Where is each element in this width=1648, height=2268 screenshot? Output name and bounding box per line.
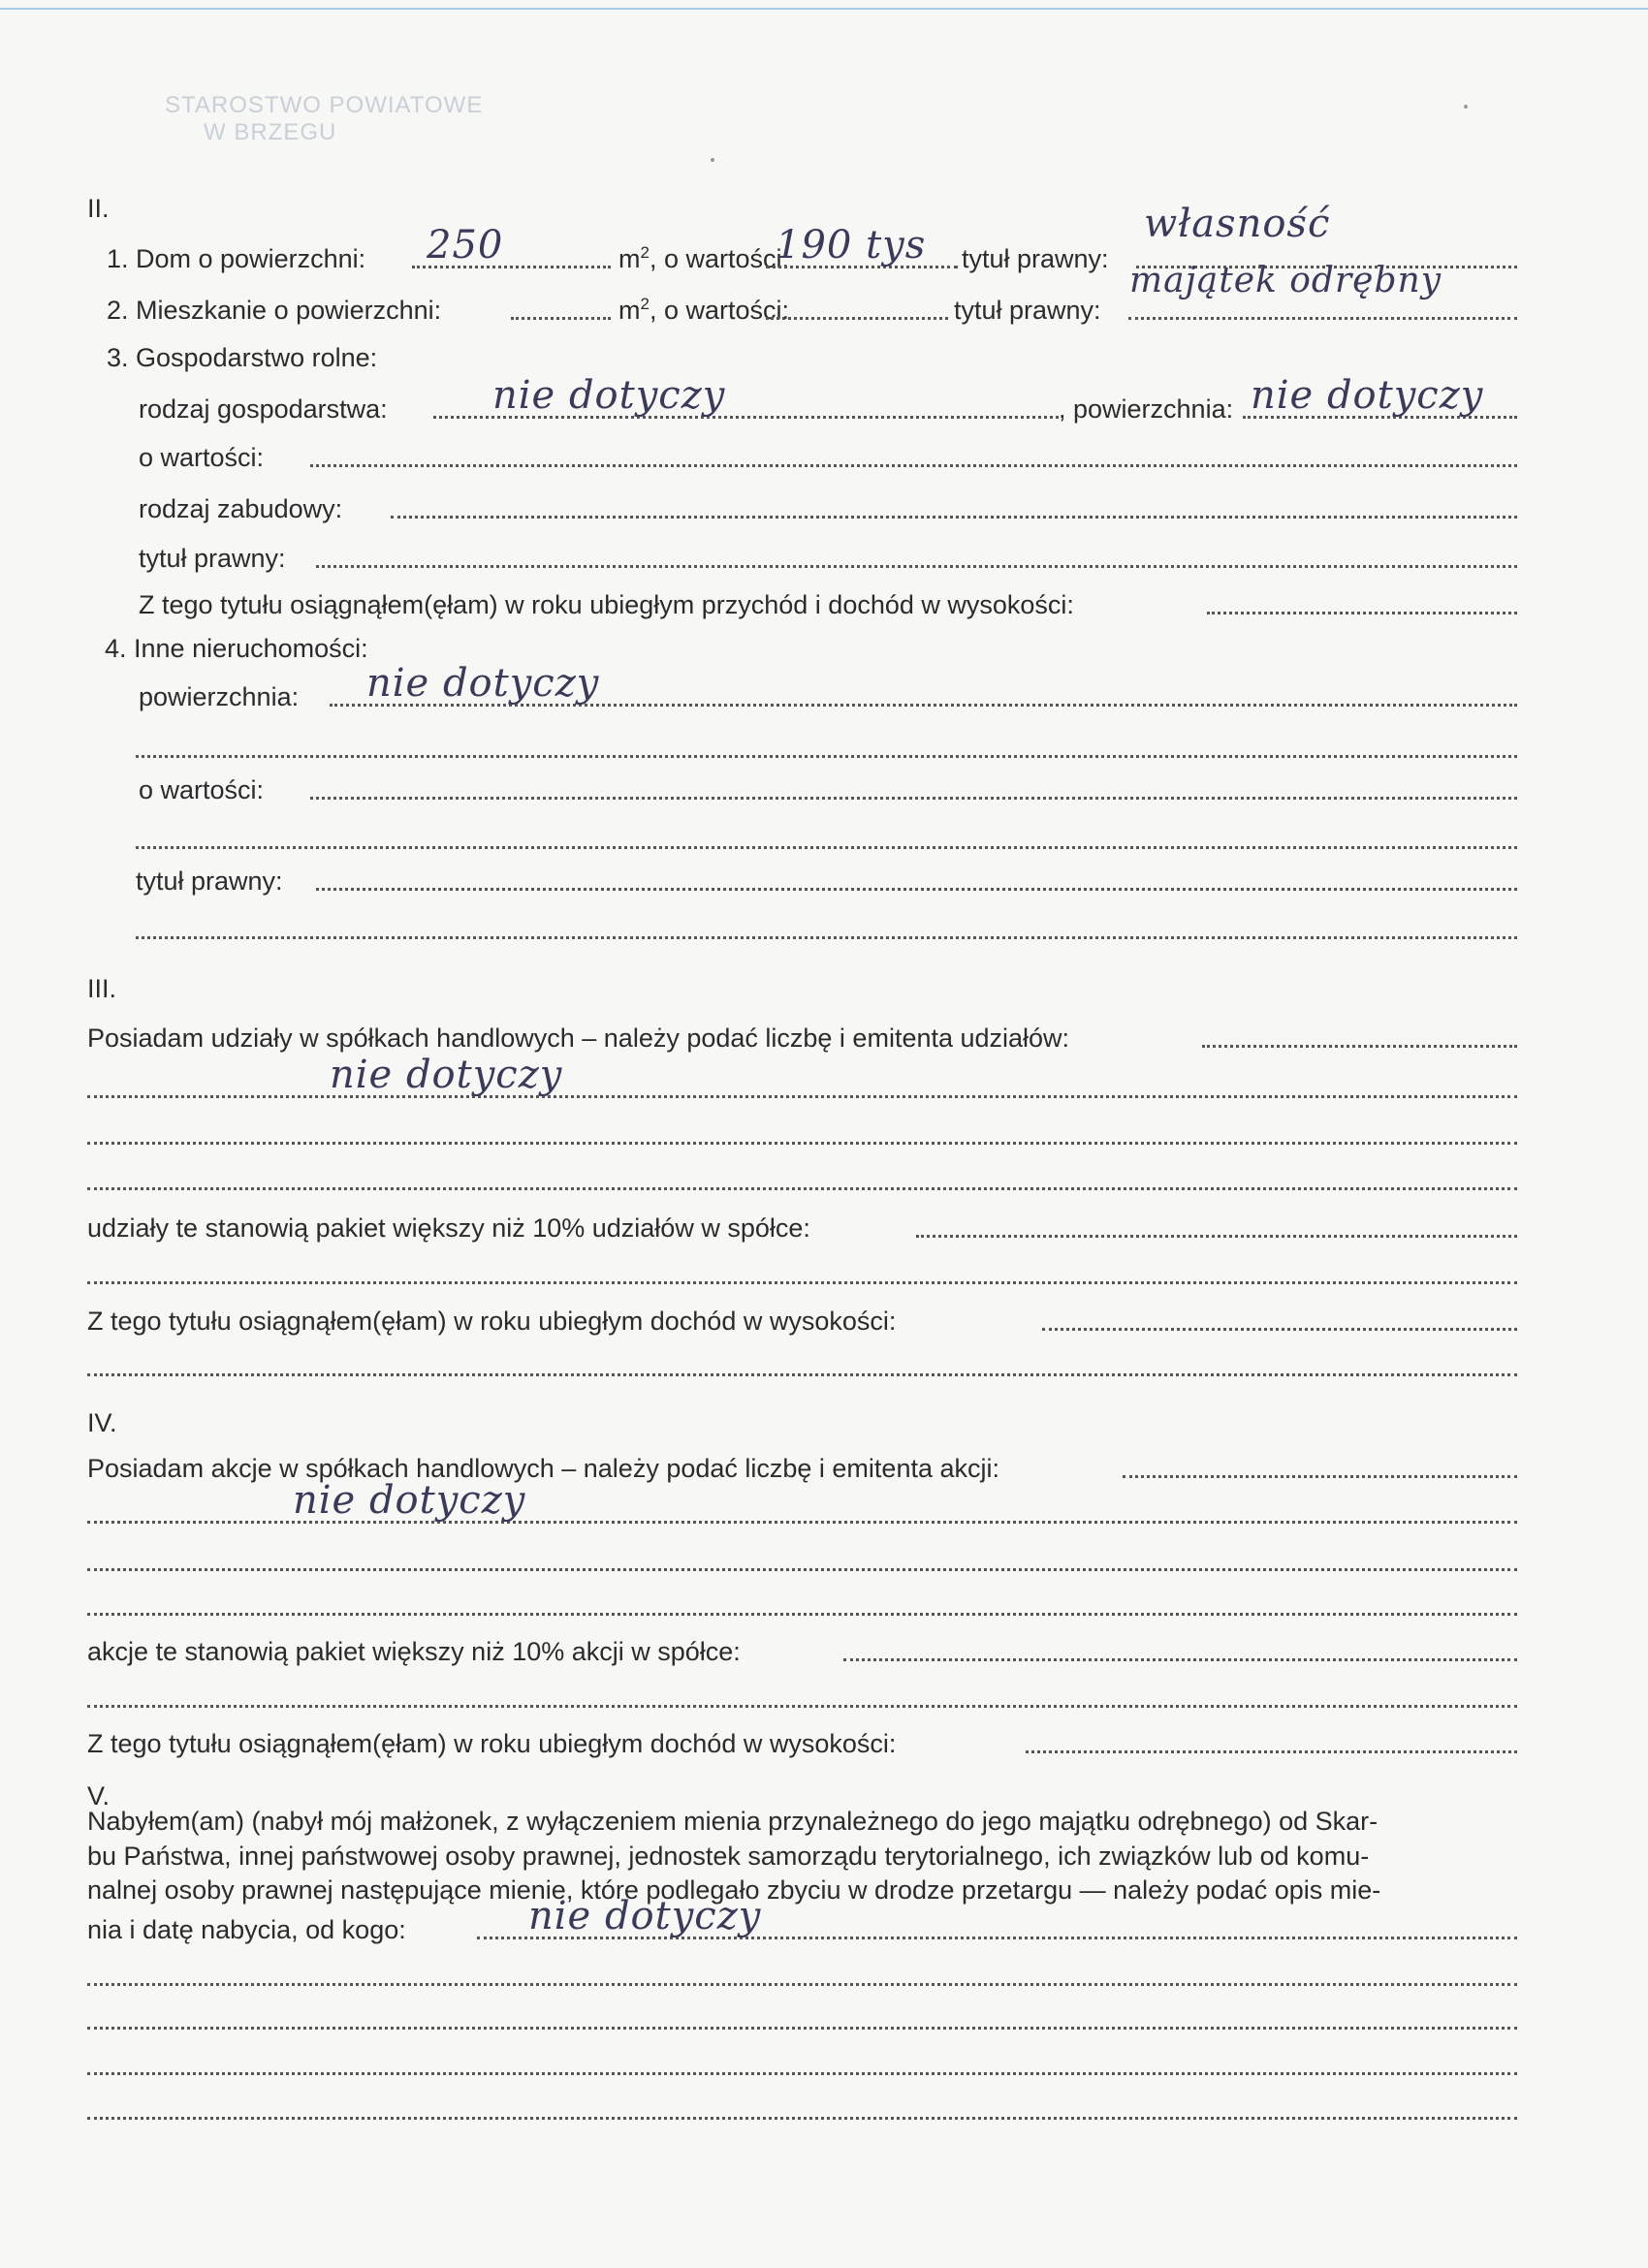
field-rodzaj-gospodarstwa: rodzaj gospodarstwa: nie dotyczy , powierzchnia: nie dotyczy [0,393,1648,425]
field-gospodarstwo: 3. Gospodarstwo rolne: [107,343,378,372]
field-udzialy-dochod-cont [0,1350,1648,1383]
field-inne-wartosc-cont [0,823,1648,856]
field-mieszkanie: 2. Mieszkanie o powierzchni: $m^2$, o wartości: tytuł prawny: majątek odrębny [0,294,1648,327]
section-iii-heading: III. [87,974,117,1003]
field-akcje-answer [0,1478,1648,1530]
rodzaj-gospodarstwa-handwritten: nie dotyczy [492,373,726,418]
field-akcje-cont1 [0,1545,1648,1578]
field-gosp-tytul: tytuł prawny: [0,542,1648,575]
field-inne-powierzchnia: powierzchnia: nie dotyczy [0,680,1648,713]
field-gosp-dochod: Z tego tytułu osiągnąłem(ęłam) w roku ubiegłym przychód i dochód w wysokości: [0,588,1648,621]
scan-speck [711,158,714,162]
field-udzialy-cont2 [0,1164,1648,1197]
sec5-paragraph-line3: nalnej osoby prawnej następujące mienie, które podlegało zbyciu w drodze przetargu — należy podać opis mie- [87,1875,1381,1905]
field-dom: 1. Dom o powierzchni: 250 $m^2$, o wartości: 190 tys tytuł prawny: własność [0,242,1648,275]
field-akcje-dochod: Z tego tytułu osiągnąłem(ęłam) w roku ubiegłym dochód w wysokości: [0,1727,1648,1760]
field-inne-nieruchomosci: 4. Inne nieruchomości: [105,634,368,663]
field-akcje-cont2 [0,1590,1648,1622]
field-udzialy-pakiet-cont [0,1258,1648,1291]
dom-area-handwritten: 250 [427,223,504,268]
field-inne-wartosc: o wartości: [0,773,1648,806]
scan-speck [1464,105,1468,109]
dom-title-handwritten: własność [1144,202,1331,246]
sec5-paragraph-line1: Nabyłem(am) (nabył mój małżonek, z wyłączeniem mienia przynależnego do jego majątku odrębnego) od Skar- [87,1807,1379,1836]
field-inne-tytul: tytuł prawny: [0,865,1648,898]
field-akcje-pakiet-cont [0,1682,1648,1715]
dom-value-handwritten: 190 tys [776,223,927,268]
field-inne-tytul-cont [0,913,1648,946]
field-udzialy-dochod: Z tego tytułu osiągnąłem(ęłam) w roku ubiegłym dochód w wysokości: [0,1305,1648,1338]
field-akcje-pakiet: akcje te stanowią pakiet większy niż 10% akcji w spółce: [0,1635,1648,1668]
faded-stamp: STAROSTWO POWIATOWE W BRZEGU [165,92,484,145]
field-mienie-cont3 [0,2049,1648,2082]
field-gosp-wartosc: o wartości: [0,441,1648,474]
field-akcje: Posiadam akcje w spółkach handlowych – należy podać liczbę i emitenta akcji: [0,1452,1648,1485]
akcje-handwritten: nie dotyczy [293,1478,526,1523]
gospodarstwo-powierzchnia-handwritten: nie dotyczy [1251,373,1484,418]
field-mienie-cont2 [0,2003,1648,2036]
field-udzialy-pakiet: udziały te stanowią pakiet większy niż 10% udziałów w spółce: [0,1212,1648,1244]
mieszkanie-title-handwritten: majątek odrębny [1129,261,1442,300]
field-udzialy-cont1 [0,1118,1648,1151]
udzialy-handwritten: nie dotyczy [330,1053,563,1097]
mienie-handwritten: nie dotyczy [528,1894,762,1938]
field-mienie-cont1 [0,1960,1648,1993]
section-ii-heading: II. [87,194,110,223]
field-gosp-zabudowa: rodzaj zabudowy: [0,492,1648,525]
field-mienie: nia i datę nabycia, od kogo: nie dotyczy [0,1913,1648,1946]
section-v-heading: V. [87,1781,111,1811]
field-udzialy-answer [0,1053,1648,1105]
field-inne-powierzchnia-cont [0,732,1648,765]
scan-edge-line [0,8,1648,10]
field-udzialy: Posiadam udziały w spółkach handlowych – należy podać liczbę i emitenta udziałów: [0,1022,1648,1055]
field-mienie-cont4 [0,2094,1648,2126]
section-iv-heading: IV. [87,1408,117,1437]
sec5-paragraph-line2: bu Państwa, innej państwowej osoby prawnej, jednostek samorządu terytorialnego, ich związków lub od komu- [87,1842,1370,1871]
inne-powierzchnia-handwritten: nie dotyczy [366,661,600,706]
